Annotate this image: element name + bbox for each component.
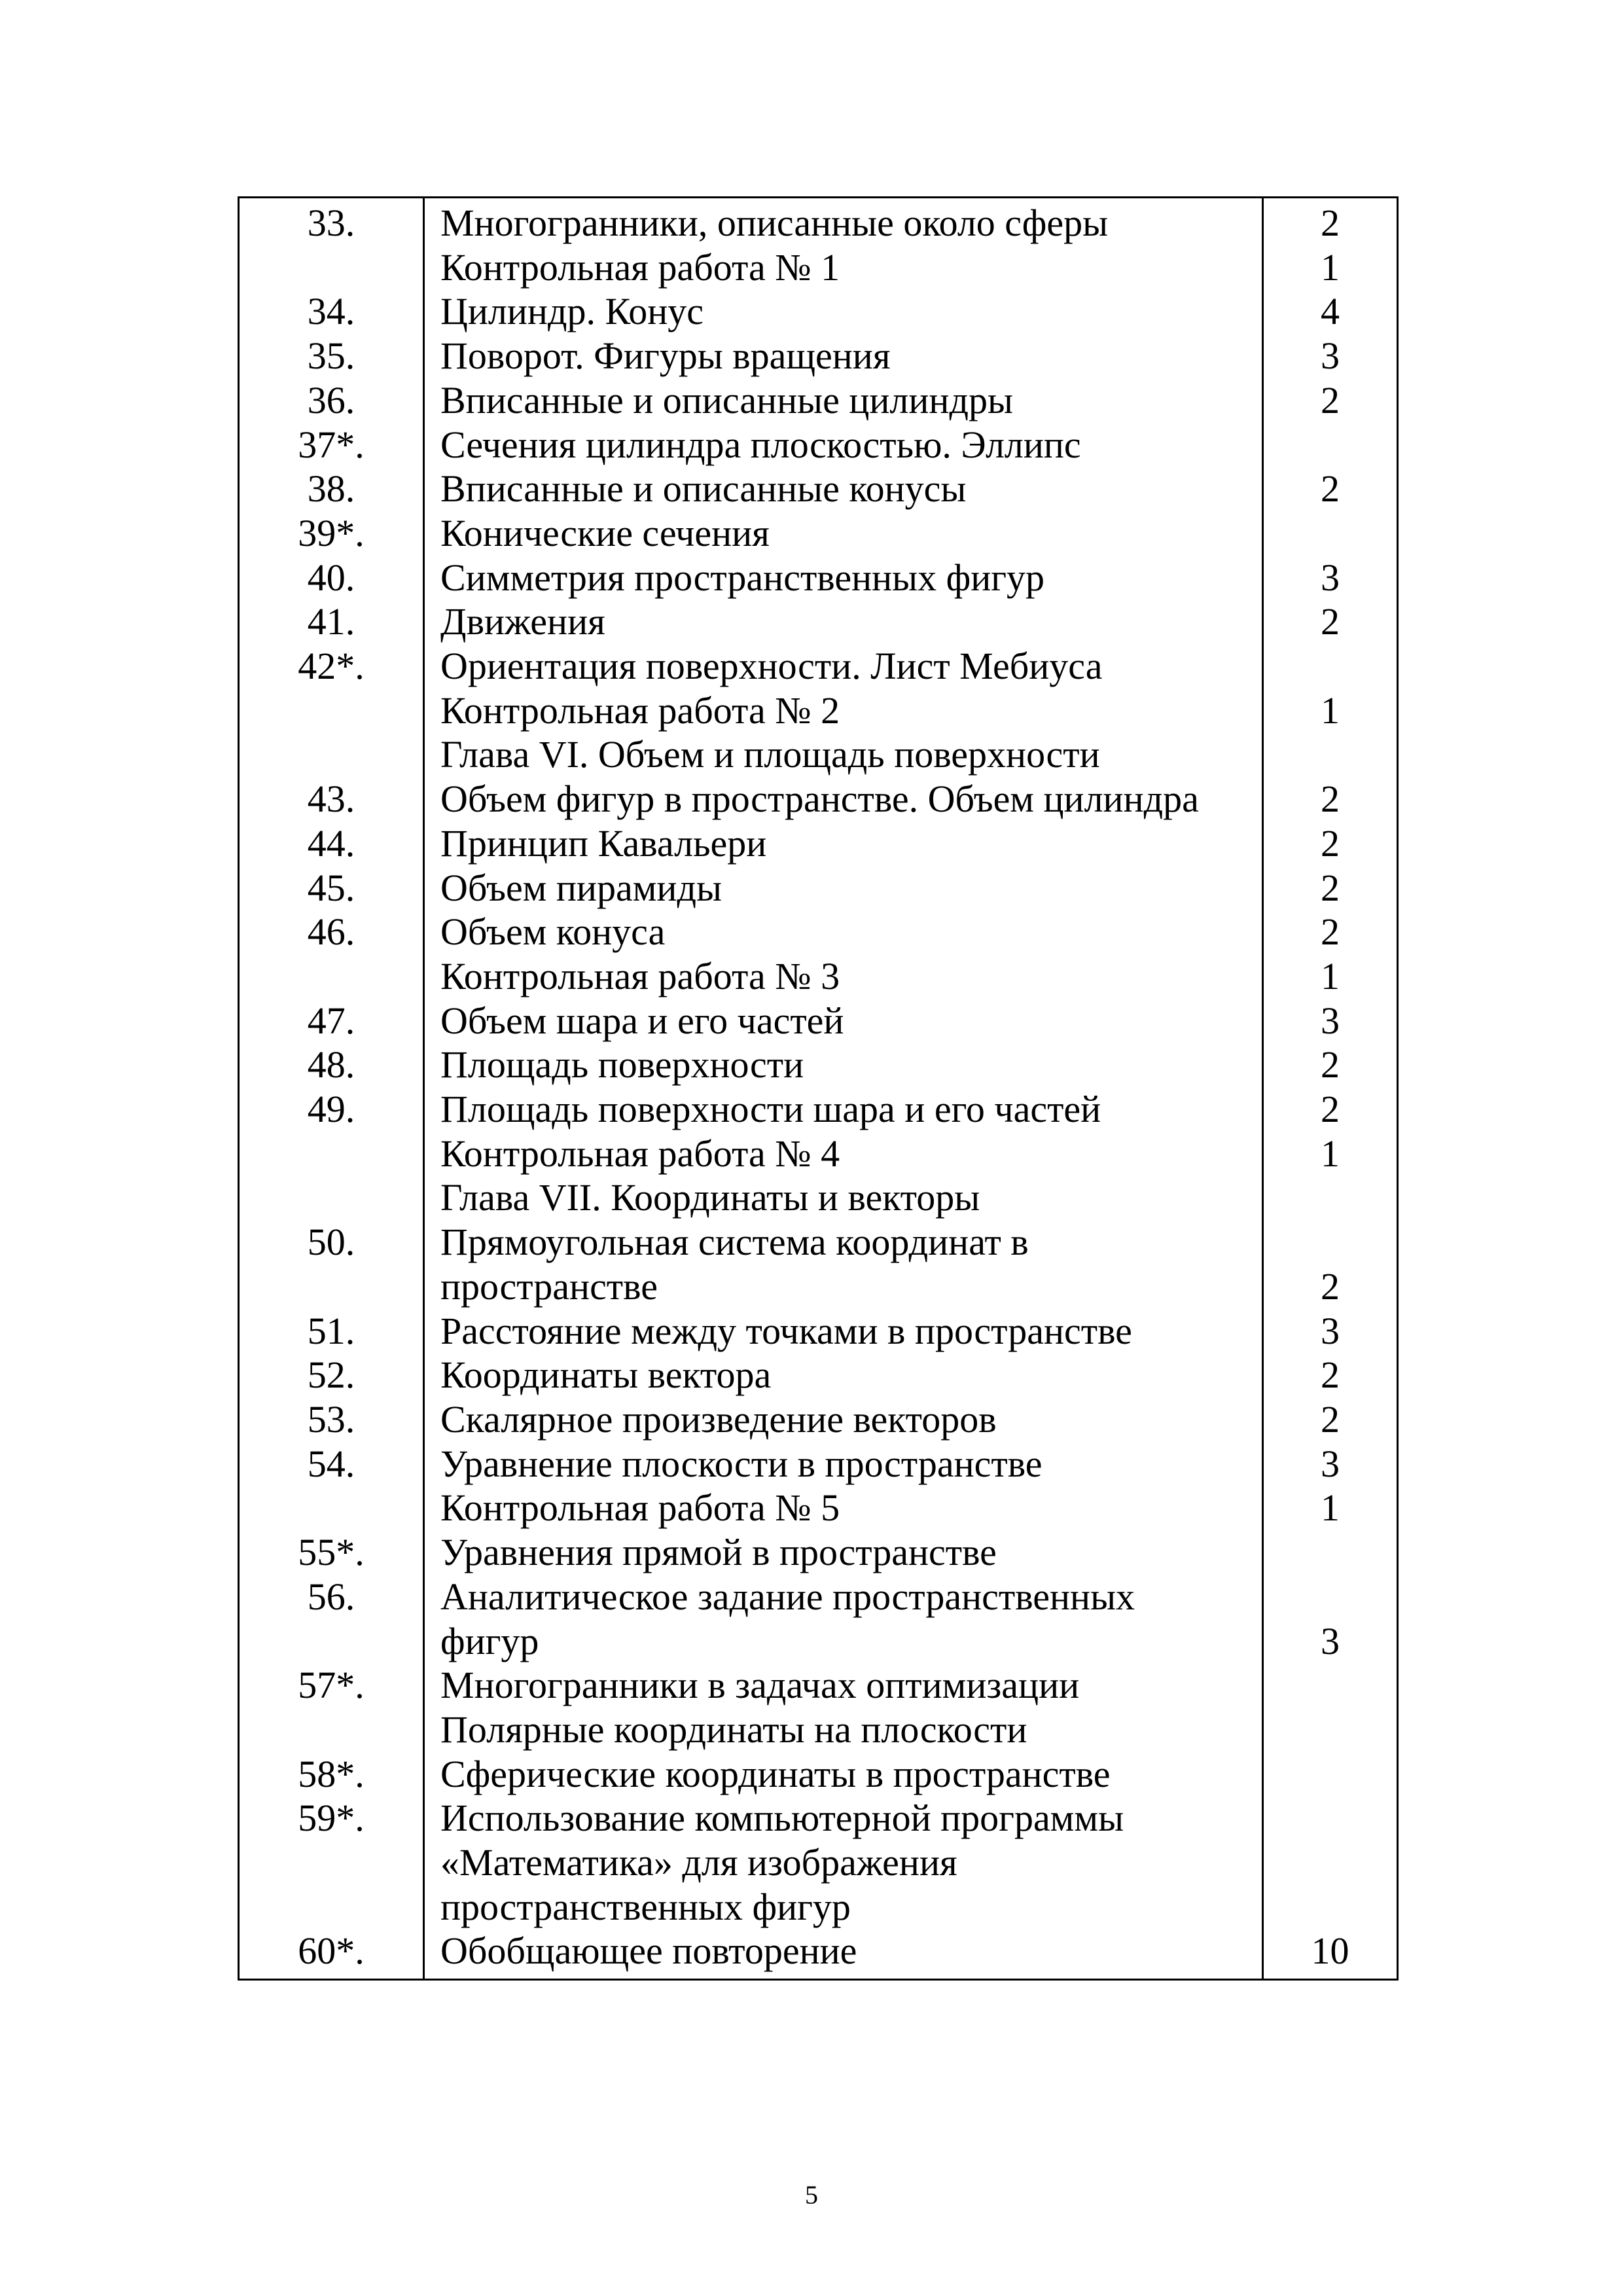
lesson-number: 57*.: [239, 1663, 424, 1708]
table-row: [239, 866, 1398, 910]
lesson-number: [239, 1265, 424, 1309]
lesson-hours: 1: [1321, 689, 1340, 732]
lesson-topic: фигур: [424, 1619, 1263, 1664]
lesson-hours: 3: [1321, 1442, 1340, 1485]
table-row: [239, 689, 1398, 733]
table-row: [239, 1796, 1398, 1840]
lesson-hours: 1: [1321, 245, 1340, 289]
table-row: [239, 777, 1398, 821]
table-row: [239, 1486, 1398, 1530]
lesson-hours: [1263, 423, 1398, 467]
lesson-hours: 3: [1321, 999, 1340, 1042]
lesson-topic: Конические сечения: [424, 511, 1263, 556]
table-row: [239, 1175, 1398, 1220]
lesson-topic: Полярные координаты на плоскости: [424, 1708, 1263, 1752]
lesson-number: 35.: [239, 334, 424, 378]
lesson-hours: 2: [1321, 1397, 1340, 1441]
lesson-hours: 2: [1321, 866, 1340, 909]
lesson-number: 56.: [239, 1575, 424, 1619]
table-row: [239, 1619, 1398, 1664]
lesson-topic: Многогранники в задачах оптимизации: [424, 1663, 1263, 1708]
lesson-number: 41.: [239, 600, 424, 644]
lesson-hours: 2: [1321, 467, 1340, 511]
lesson-topic: Контрольная работа № 1: [424, 245, 1263, 290]
lesson-topic: Симметрия пространственных фигур: [424, 556, 1263, 600]
table-row: [239, 954, 1398, 999]
lesson-number: 42*.: [239, 644, 424, 689]
lesson-number: [239, 1132, 424, 1176]
lesson-number: 50.: [239, 1220, 424, 1265]
lesson-hours: 1: [1321, 954, 1340, 997]
table-row: [239, 289, 1398, 334]
lesson-topic: Расстояние между точками в пространстве: [424, 1309, 1263, 1354]
lesson-number: [239, 689, 424, 733]
lesson-number: 59*.: [239, 1796, 424, 1840]
table-row: [239, 423, 1398, 467]
lesson-number: 49.: [239, 1087, 424, 1132]
table-row: [239, 1752, 1398, 1797]
lesson-number: 52.: [239, 1353, 424, 1397]
table-row: [239, 467, 1398, 511]
lesson-hours: 3: [1321, 1619, 1340, 1662]
table-row: [239, 1708, 1398, 1752]
page-number: 5: [805, 2180, 818, 2210]
lesson-number: 51.: [239, 1309, 424, 1354]
lesson-hours: 2: [1321, 1265, 1340, 1308]
lesson-hours: 2: [1321, 378, 1340, 422]
lesson-number: 53.: [239, 1397, 424, 1442]
lesson-number: 44.: [239, 821, 424, 866]
lesson-hours: [1263, 1220, 1398, 1265]
lesson-topic: Объем конуса: [424, 910, 1263, 954]
lesson-number: 45.: [239, 866, 424, 910]
lesson-topic: Вписанные и описанные цилиндры: [424, 378, 1263, 423]
lesson-topic: Скалярное произведение векторов: [424, 1397, 1263, 1442]
lesson-topic: Объем шара и его частей: [424, 999, 1263, 1043]
lesson-number: [239, 245, 424, 290]
lesson-hours: 2: [1321, 1088, 1340, 1131]
lesson-number: 36.: [239, 378, 424, 423]
lesson-number: 40.: [239, 556, 424, 600]
lesson-number: [239, 954, 424, 999]
table-row: [239, 999, 1398, 1043]
table-row: [239, 1043, 1398, 1087]
table-row: [239, 1397, 1398, 1442]
lesson-number: 54.: [239, 1442, 424, 1486]
table-row: [239, 910, 1398, 954]
lesson-number: 58*.: [239, 1752, 424, 1797]
lesson-number: 60*.: [239, 1929, 424, 1979]
lesson-number: [239, 1619, 424, 1664]
lesson-number: 43.: [239, 777, 424, 821]
lesson-number: 46.: [239, 910, 424, 954]
lesson-hours: [1263, 1840, 1398, 1885]
table-row: [239, 1132, 1398, 1176]
table-row: [239, 198, 1398, 245]
lesson-hours: 3: [1321, 1309, 1340, 1352]
lesson-hours: [1263, 644, 1398, 689]
table-row: [239, 732, 1398, 777]
lesson-topic: пространственных фигур: [424, 1885, 1263, 1929]
lesson-number: 33.: [239, 198, 424, 245]
lesson-topic: Объем фигур в пространстве. Объем цилиндра: [424, 777, 1263, 821]
lesson-topic: Сечения цилиндра плоскостью. Эллипс: [424, 423, 1263, 467]
lesson-number: 47.: [239, 999, 424, 1043]
lesson-hours: [1263, 1885, 1398, 1929]
lesson-number: 37*.: [239, 423, 424, 467]
table-row: [239, 1442, 1398, 1486]
lesson-hours: [1263, 1752, 1398, 1797]
lesson-hours: 2: [1321, 910, 1340, 954]
lesson-topic: Многогранники, описанные около сферы: [424, 198, 1263, 245]
table-row: [239, 511, 1398, 556]
lesson-topic: Использование компьютерной программы: [424, 1796, 1263, 1840]
lesson-topic: Контрольная работа № 3: [424, 954, 1263, 999]
table-row: [239, 334, 1398, 378]
table-row: [239, 1220, 1398, 1265]
lesson-topic: Объем пирамиды: [424, 866, 1263, 910]
lesson-topic: пространстве: [424, 1265, 1263, 1309]
lesson-hours: 2: [1321, 600, 1340, 643]
lesson-number: 38.: [239, 467, 424, 511]
lesson-topic: Прямоугольная система координат в: [424, 1220, 1263, 1265]
table-row: [239, 1663, 1398, 1708]
lesson-hours: 3: [1321, 556, 1340, 599]
lesson-hours: 2: [1321, 821, 1340, 865]
lesson-number: 48.: [239, 1043, 424, 1087]
lesson-hours: [1263, 1663, 1398, 1708]
table-row: [239, 1309, 1398, 1354]
table-row: [239, 1530, 1398, 1575]
table-row: [239, 821, 1398, 866]
lesson-topic: Глава VI. Объем и площадь поверхности: [424, 732, 1263, 777]
lesson-hours: 2: [1321, 202, 1340, 244]
lesson-topic: Вписанные и описанные конусы: [424, 467, 1263, 511]
lesson-number: 39*.: [239, 511, 424, 556]
lesson-topic: Сферические координаты в пространстве: [424, 1752, 1263, 1797]
lesson-number: [239, 732, 424, 777]
lesson-hours: 4: [1321, 290, 1340, 333]
lesson-topic: Контрольная работа № 5: [424, 1486, 1263, 1530]
lesson-hours: [1263, 1708, 1398, 1752]
lesson-hours: 10: [1311, 1929, 1349, 1973]
table-row: [239, 1929, 1398, 1979]
lesson-hours: 1: [1321, 1132, 1340, 1175]
table-row: [239, 1265, 1398, 1309]
lesson-hours: [1263, 1796, 1398, 1840]
lesson-hours: 2: [1321, 1354, 1340, 1397]
lesson-number: [239, 1175, 424, 1220]
lesson-hours: [1263, 732, 1398, 777]
lesson-number: [239, 1708, 424, 1752]
lesson-hours: [1263, 1175, 1398, 1220]
table-row: [239, 1353, 1398, 1397]
table-row: [239, 245, 1398, 290]
table-row: [239, 1575, 1398, 1619]
lesson-topic: Цилиндр. Конус: [424, 289, 1263, 334]
lesson-topic: Уравнения прямой в пространстве: [424, 1530, 1263, 1575]
lesson-hours: 3: [1321, 334, 1340, 378]
lesson-number: [239, 1840, 424, 1885]
lesson-hours: 1: [1321, 1486, 1340, 1530]
lesson-number: 34.: [239, 289, 424, 334]
lesson-topic: «Математика» для изображения: [424, 1840, 1263, 1885]
lesson-hours: [1263, 1530, 1398, 1575]
curriculum-table: [238, 196, 1399, 1981]
table-row: [239, 1840, 1398, 1885]
lesson-topic: Площадь поверхности: [424, 1043, 1263, 1087]
lesson-number: 55*.: [239, 1530, 424, 1575]
table-row: [239, 600, 1398, 644]
lesson-topic: Принцип Кавальери: [424, 821, 1263, 866]
table-row: [239, 556, 1398, 600]
lesson-topic: Глава VII. Координаты и векторы: [424, 1175, 1263, 1220]
lesson-hours: 2: [1321, 1043, 1340, 1086]
lesson-topic: Аналитическое задание пространственных: [424, 1575, 1263, 1619]
lesson-number: [239, 1486, 424, 1530]
lesson-topic: Контрольная работа № 2: [424, 689, 1263, 733]
table-row: [239, 1885, 1398, 1929]
table-row: [239, 644, 1398, 689]
lesson-topic: Движения: [424, 600, 1263, 644]
table-row: [239, 378, 1398, 423]
lesson-topic: Площадь поверхности шара и его частей: [424, 1087, 1263, 1132]
table-row: [239, 1087, 1398, 1132]
lesson-number: [239, 1885, 424, 1929]
lesson-topic: Контрольная работа № 4: [424, 1132, 1263, 1176]
lesson-topic: Координаты вектора: [424, 1353, 1263, 1397]
lesson-hours: [1263, 511, 1398, 556]
lesson-topic: Ориентация поверхности. Лист Мебиуса: [424, 644, 1263, 689]
lesson-topic: Обобщающее повторение: [424, 1929, 1263, 1979]
lesson-hours: [1263, 1575, 1398, 1619]
lesson-topic: Уравнение плоскости в пространстве: [424, 1442, 1263, 1486]
lesson-hours: 2: [1321, 778, 1340, 821]
lesson-topic: Поворот. Фигуры вращения: [424, 334, 1263, 378]
